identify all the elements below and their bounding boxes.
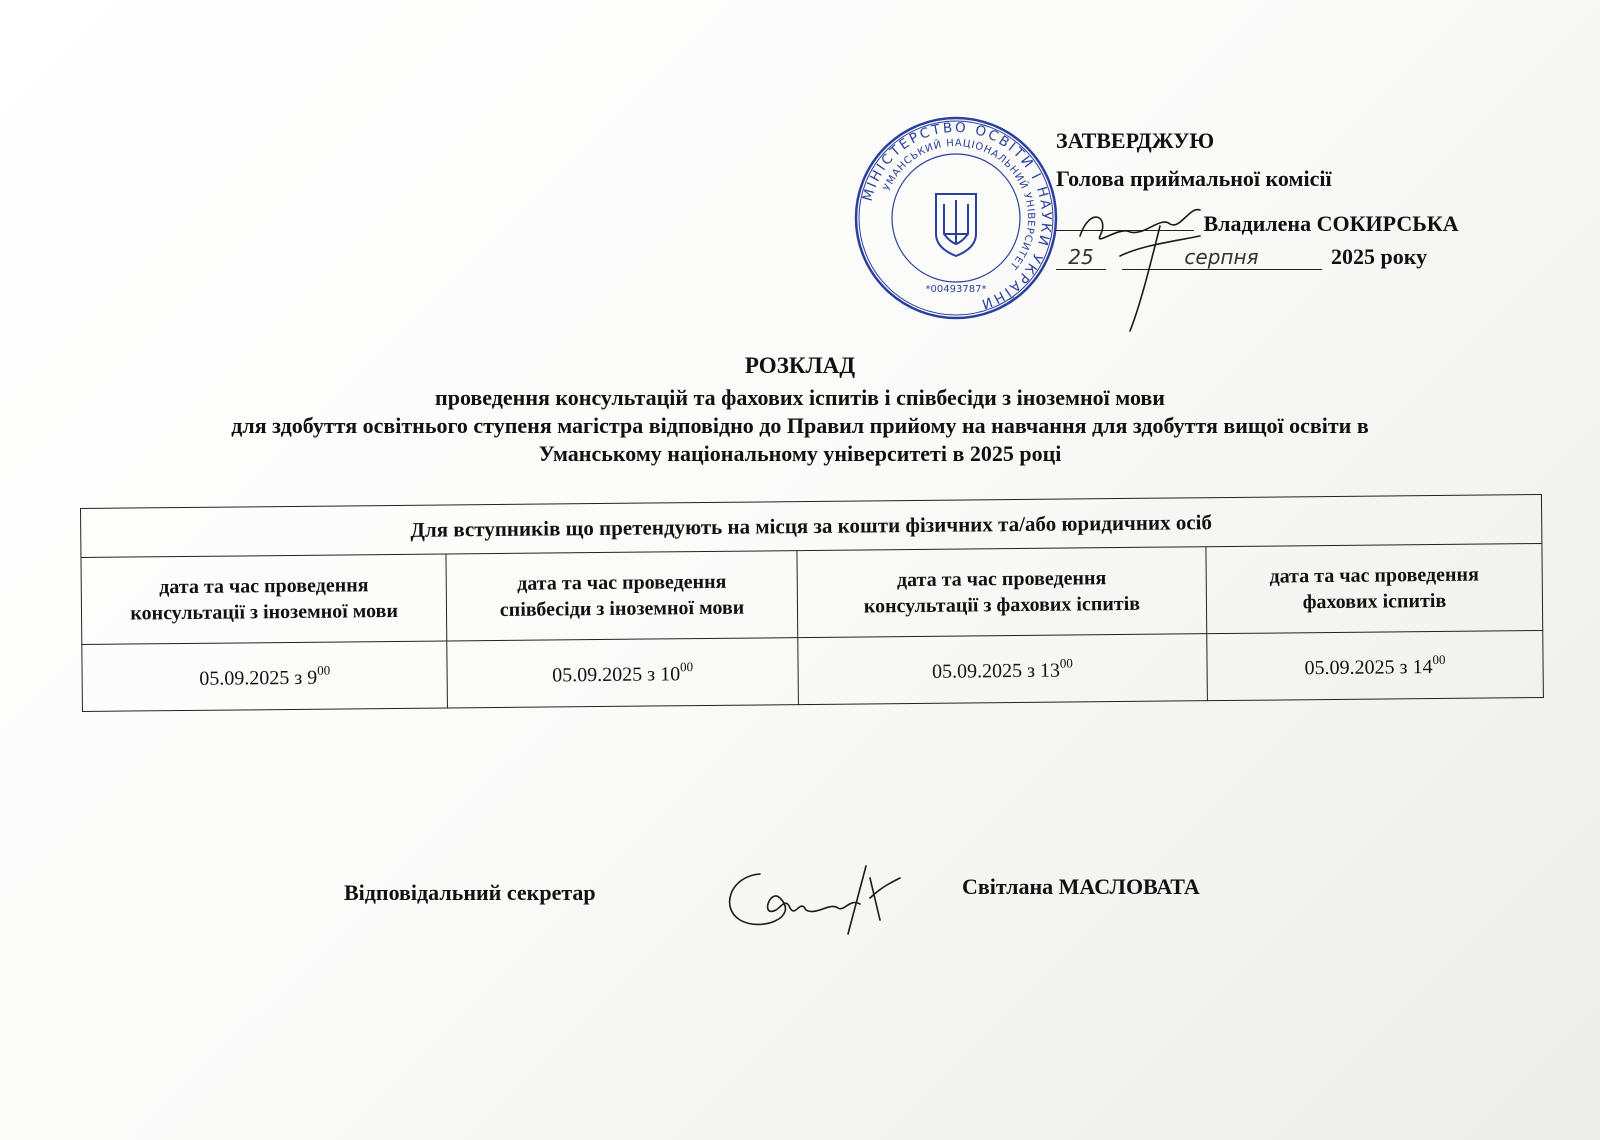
approval-date-year: 2025 року — [1331, 244, 1428, 269]
secretary-role: Відповідальний секретар — [344, 880, 596, 905]
column-header-text: дата та час проведення — [1269, 563, 1479, 588]
table-cell — [447, 638, 798, 708]
document-title: РОЗКЛАД — [744, 353, 856, 378]
cell-time-sup: 00 — [1432, 651, 1446, 667]
table-column-header-row — [81, 543, 1543, 644]
cell-time-sup: 00 — [679, 658, 694, 674]
table-cell — [1207, 630, 1544, 700]
cell-date: 05.09.2025 з 13 — [931, 659, 1061, 683]
approval-name: Владилена СОКИРСЬКА — [1203, 211, 1459, 236]
column-header-text: дата та час проведення — [517, 570, 727, 595]
document-title-block — [0, 352, 1600, 468]
column-header-prof-exam — [1206, 543, 1543, 633]
column-header-consult-lang — [81, 554, 447, 645]
document-subtitle-line1: проведення консультацій та фахових іспитів і співбесіди з іноземної мови — [435, 385, 1165, 410]
approval-heading: ЗАТВЕРДЖУЮ — [1056, 128, 1215, 153]
schedule-table — [80, 494, 1544, 712]
document-subtitle-line3: Уманському національному університеті в 2025 році — [538, 441, 1062, 466]
column-header-text: дата та час проведення — [159, 574, 369, 599]
cell-date: 05.09.2025 з 10 — [552, 662, 681, 686]
cell-date: 05.09.2025 з 14 — [1304, 655, 1433, 679]
stamp-code: *00493787* — [925, 284, 987, 295]
trident-emblem-icon — [936, 194, 976, 256]
column-header-text: співбесіди з іноземної мови — [499, 596, 745, 621]
table-row — [82, 630, 1544, 711]
approval-date-day: 25 — [1056, 245, 1106, 270]
table-cell — [82, 641, 448, 712]
official-stamp — [854, 116, 1058, 320]
column-header-text: дата та час проведення — [896, 567, 1107, 592]
stamp-outer-text: МІНІСТЕРСТВО ОСВІТИ І НАУКИ УКРАЇНИ — [859, 119, 1055, 313]
approval-date-month: серпня — [1122, 245, 1322, 270]
cell-date: 05.09.2025 з 9 — [199, 666, 318, 690]
secretary-signature — [720, 858, 920, 958]
column-header-text: консультації з фахових іспитів — [863, 592, 1141, 618]
table-cell — [798, 634, 1208, 705]
table-group-header: Для вступників що претендують на місця за кошти фізичних та/або юридичних осіб — [81, 494, 1542, 557]
column-header-interview-lang — [446, 551, 797, 641]
column-header-consult-prof — [797, 547, 1207, 638]
secretary-name: Світлана МАСЛОВАТА — [962, 874, 1200, 899]
document-subtitle-line2: для здобуття освітнього ступеня магістра відповідно до Правил прийому на навчання для здобуття вищої освіти в — [231, 413, 1369, 438]
column-header-text: консультації з іноземної мови — [130, 599, 399, 625]
head-signature — [1050, 196, 1250, 346]
stamp-inner-text: УМАНСЬКИЙ НАЦІОНАЛЬНИЙ УНІВЕРСИТЕТ — [881, 137, 1037, 272]
cell-time-sup: 00 — [317, 662, 331, 678]
column-header-text: фахових іспитів — [1302, 589, 1447, 614]
cell-time-sup: 00 — [1059, 654, 1073, 671]
approval-position: Голова приймальної комісії — [1056, 166, 1332, 191]
